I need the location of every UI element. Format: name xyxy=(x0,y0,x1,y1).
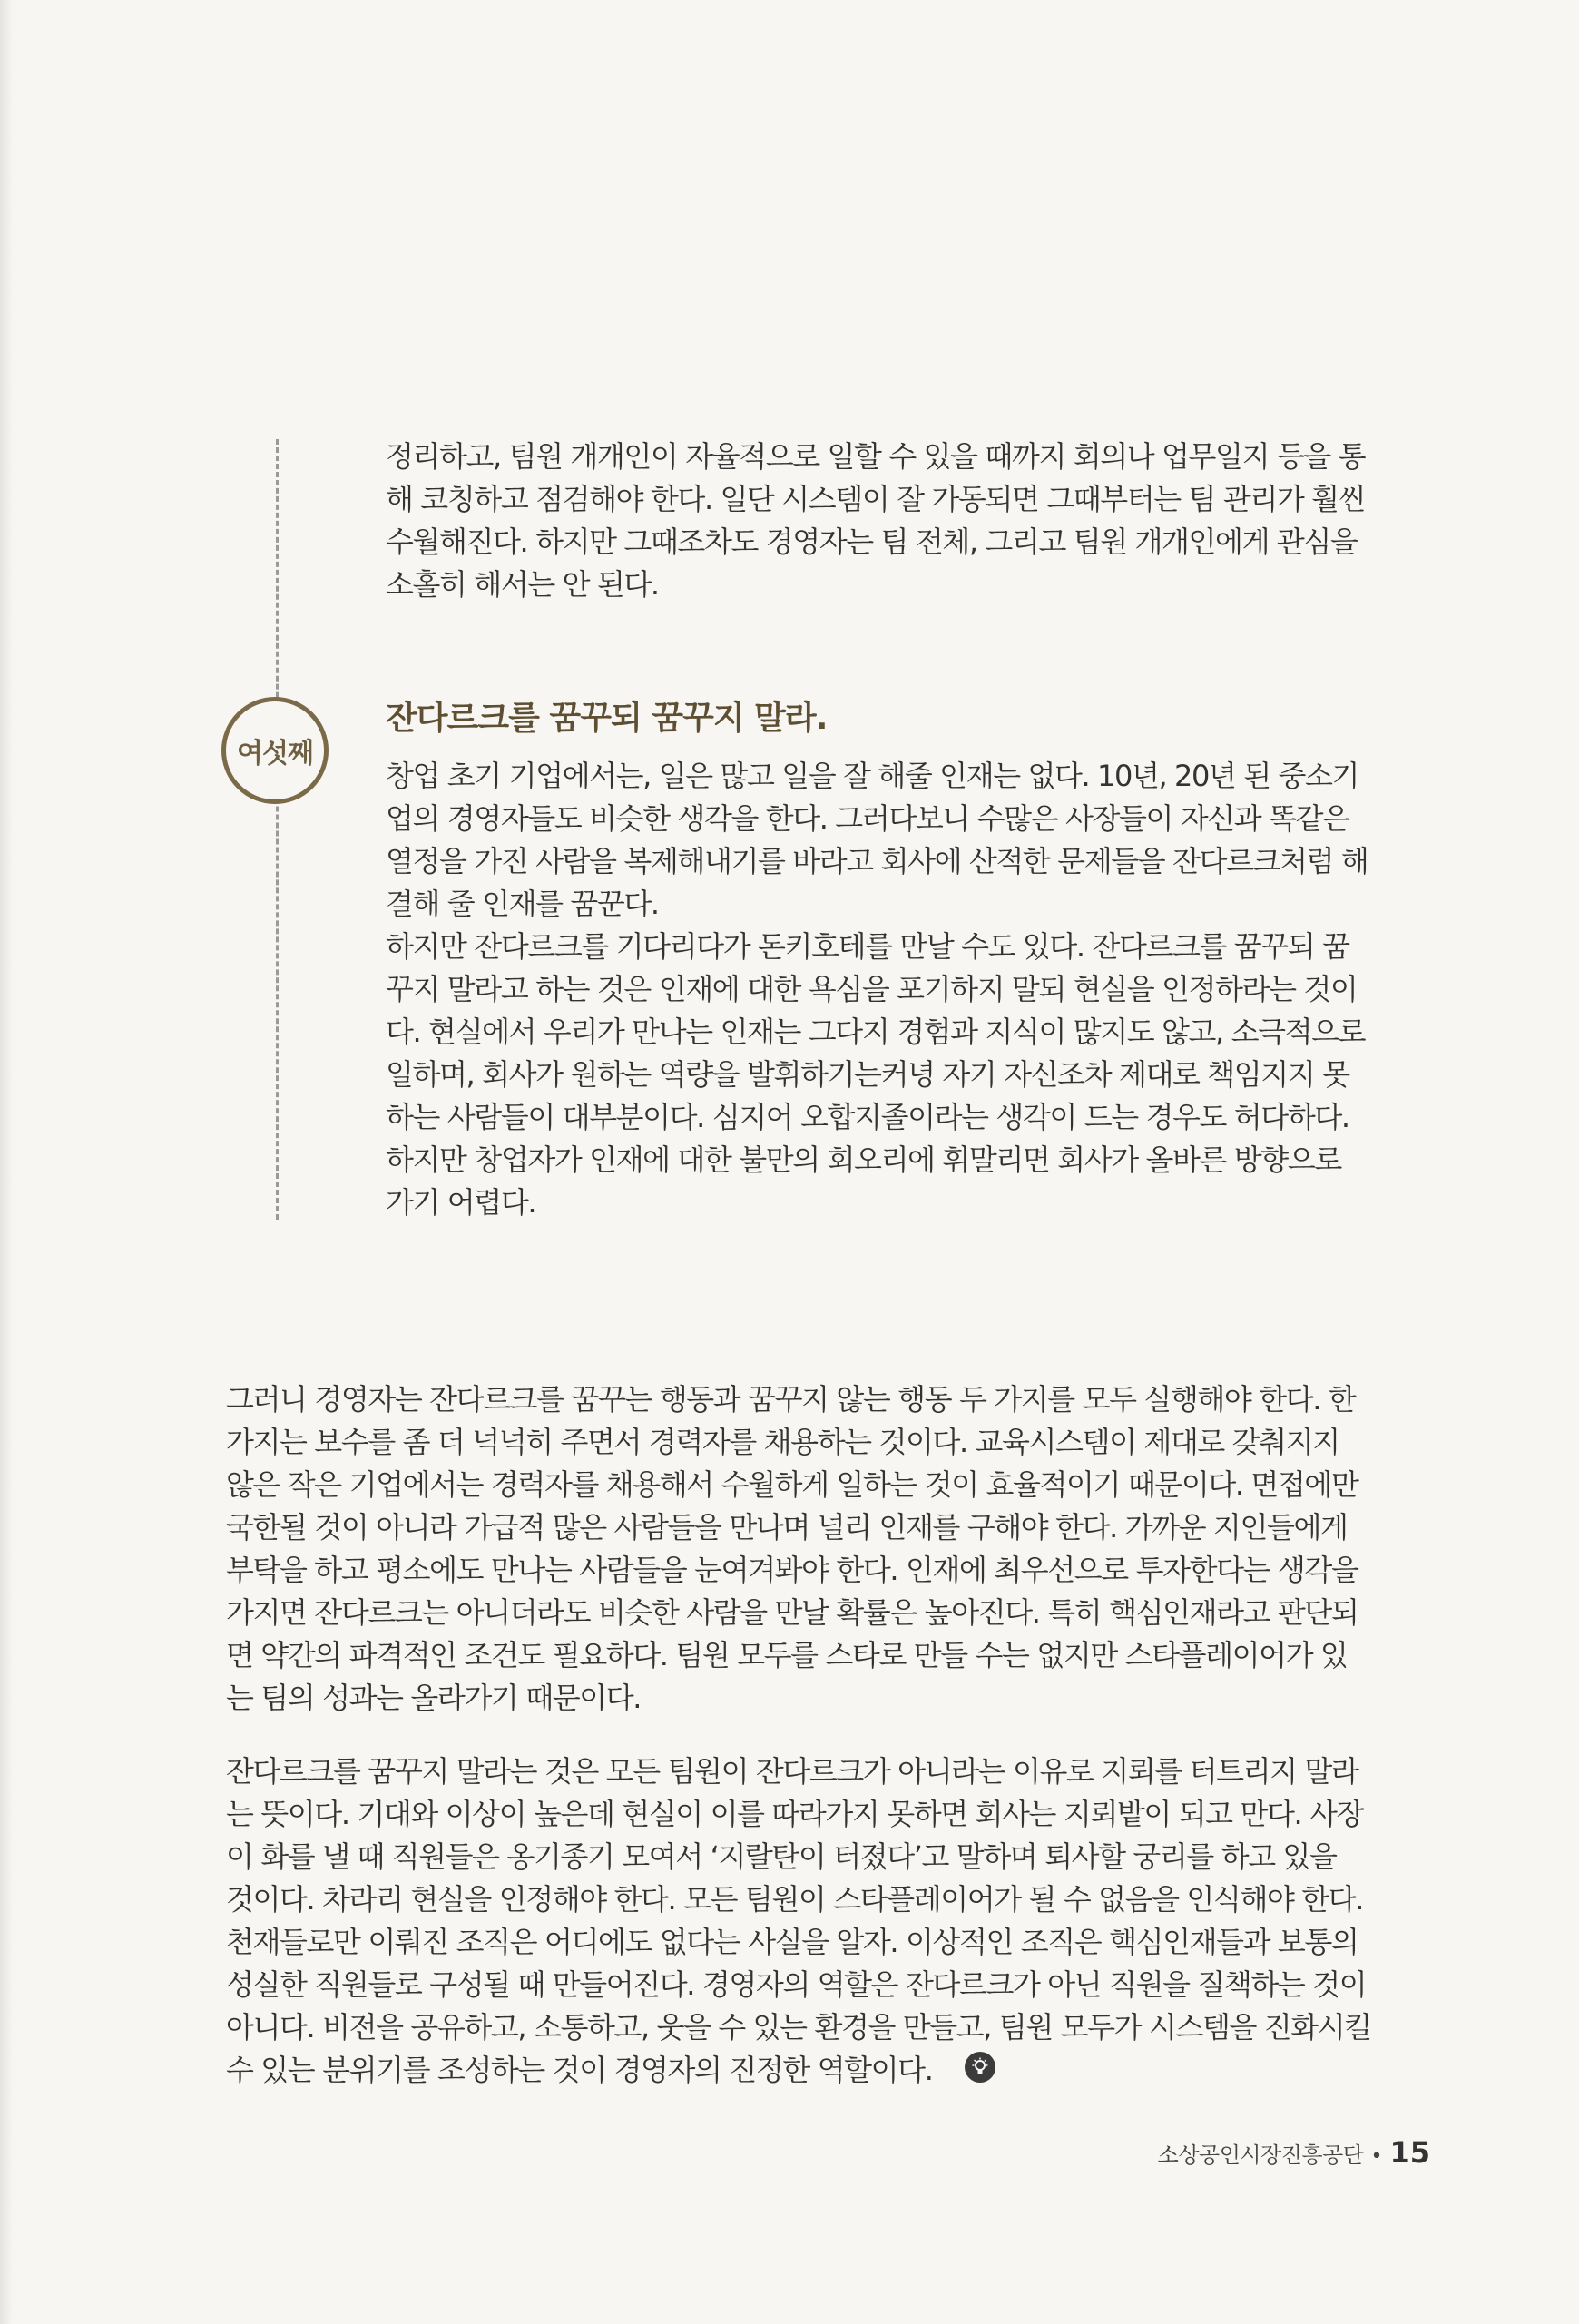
top-paragraph: 정리하고, 팀원 개개인이 자율적으로 일할 수 있을 때까지 회의나 업무일지 등을 통 해 코칭하고 점검해야 한다. 일단 시스템이 잘 가동되면 그때부터는 팀 관리가 훨씬 수월해진다. 하지만 그때조차도 경영자는 팀 전체, 그리고 팀원 개개인에게 관심을 소홀히 해서는 안 된다. xyxy=(386,439,1366,602)
section-badge-label: 여섯째 xyxy=(237,738,313,770)
page-number: 15 xyxy=(1389,2135,1430,2170)
section-body: 창업 초기 기업에서는, 일은 많고 일을 잘 해줄 인재는 없다. 10년, 20년 된 중소기 업의 경영자들도 비슷한 생각을 한다. 그러다보니 수많은 사장들이 자신과 똑같은 열정을 가진 사람을 복제해내기를 바라고 회사에 산적한 문제들을 잔다르크처럼 해 결해 줄 인재를 꿈꾼다. 하지만 잔다르크를 기다리다가 돈키호테를 만날 수도 있다. 잔다르크를 꿈꾸되 꿈 꾸지 말라고 하는 것은 인재에 대한 욕심을 포기하지 말되 현실을 인정하라는 것이 다. 현실에서 우리가 만나는 인재는 그다지 경험과 지식이 많지도 않고, 소극적으로 일하며, 회사가 원하는 역량을 발휘하기는커녕 자기 자신조차 제대로 책임지지 못 하는 사람들이 대부분이다. 심지어 오합지졸이라는 생각이 드는 경우도 허다하다. 하지만 창업자가 인재에 대한 불만의 회오리에 휘말리면 회사가 올바른 방향으로 가기 어렵다. xyxy=(386,759,1368,1220)
page-edge-shadow xyxy=(0,0,13,2324)
body-paragraph-1: 그러니 경영자는 잔다르크를 꿈꾸는 행동과 꿈꾸지 않는 행동 두 가지를 모두 실행해야 한다. 한 가지는 보수를 좀 더 넉넉히 주면서 경력자를 채용하는 것이다. 교육시스템이 제대로 갖춰지지 않은 작은 기업에서는 경력자를 채용해서 수월하게 일하는 것이 효율적이기 때문이다. 면접에만 국한될 것이 아니라 가급적 많은 사람들을 만나며 널리 인재를 구해야 한다. 가까운 지인들에게 부탁을 하고 평소에도 만나는 사람들을 눈여겨봐야 한다. 인재에 최우선으로 투자한다는 생각을 가지면 잔다르크는 아니더라도 비슷한 사람을 만날 확률은 높아진다. 특히 핵심인재라고 판단되 면 약간의 파격적인 조건도 필요하다. 팀원 모두를 스타로 만들 수는 없지만 스타플레이어가 있 는 팀의 성과는 올라가기 때문이다. xyxy=(226,1382,1358,1715)
section-title: 잔다르크를 꿈꾸되 꿈꾸지 말라. xyxy=(386,700,828,737)
section-divider-line xyxy=(276,439,279,1220)
page-footer xyxy=(1158,2135,1430,2170)
body-paragraph-2: 잔다르크를 꿈꾸지 말라는 것은 모든 팀원이 잔다르크가 아니라는 이유로 지뢰를 터트리지 말라 는 뜻이다. 기대와 이상이 높은데 현실이 이를 따라가지 못하면 회사는 지뢰밭이 되고 만다. 사장 이 화를 낼 때 직원들은 옹기종기 모여서 ‘지랄탄이 터졌다’고 말하며 퇴사할 궁리를 하고 있을 것이다. 차라리 현실을 인정해야 한다. 모든 팀원이 스타플레이어가 될 수 없음을 인식해야 한다. 천재들로만 이뤄진 조직은 어디에도 없다는 사실을 알자. 이상적인 조직은 핵심인재들과 보통의 성실한 직원들로 구성될 때 만들어진다. 경영자의 역할은 잔다르크가 아닌 직원을 질책하는 것이 아니다. 비전을 공유하고, 소통하고, 웃을 수 있는 환경을 만들고, 팀원 모두가 시스템을 진화시킬 수 있는 분위기를 조성하는 것이 경영자의 진정한 역할이다. xyxy=(226,1754,1371,2087)
lightbulb-icon xyxy=(965,2052,995,2083)
footer-separator: • xyxy=(1370,2145,1383,2168)
section-badge xyxy=(221,697,329,804)
footer-organization: 소상공인시장진흥공단 xyxy=(1157,2143,1364,2168)
